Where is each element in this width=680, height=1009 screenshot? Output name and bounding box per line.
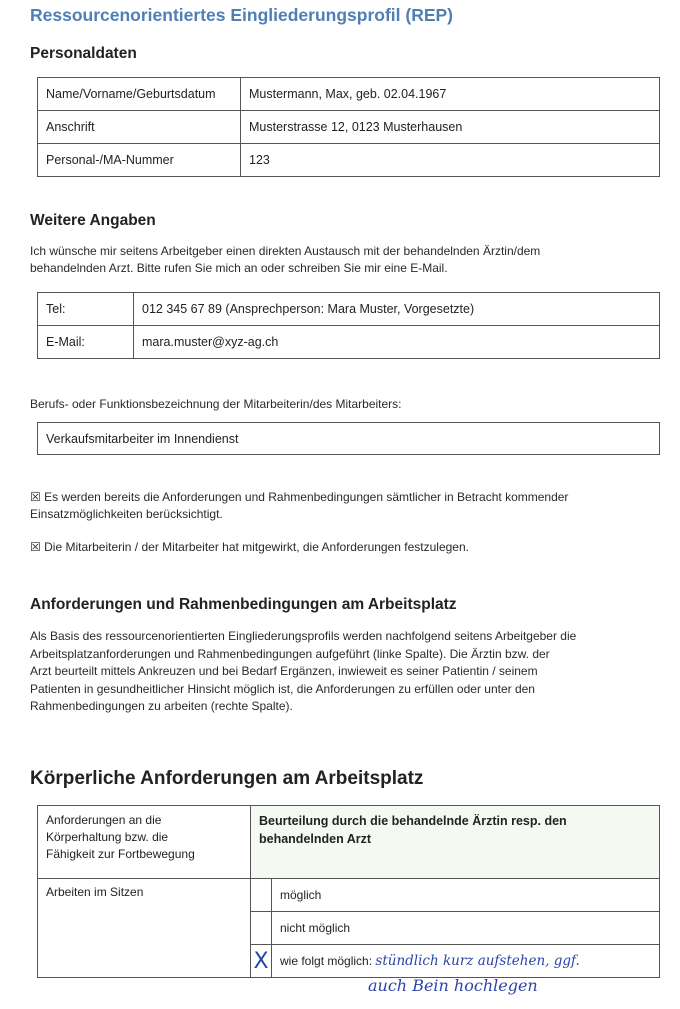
table-row (38, 423, 660, 455)
tel-label: Tel: (38, 293, 134, 326)
beruf-table (37, 422, 660, 455)
personal-name-label: Name/Vorname/Geburtsdatum (38, 78, 241, 111)
option-label-possible: möglich (272, 879, 660, 912)
table-row (38, 293, 660, 326)
table-row (38, 111, 660, 144)
checkbox-item-2 (30, 539, 675, 556)
email-value: mara.muster@xyz-ag.ch (134, 326, 660, 359)
koerper-col2-line: behandelnden Arzt (259, 832, 372, 846)
koerper-col1-header (38, 806, 251, 879)
koerper-col1-line: Fähigkeit zur Fortbewegung (46, 847, 195, 861)
row-label-sitzen: Arbeiten im Sitzen (38, 879, 251, 978)
personal-number-value: 123 (241, 144, 660, 177)
checkbox-2-text: Die Mitarbeiterin / der Mitarbeiter hat mitgewirkt, die Anforderungen festzulegen. (44, 540, 469, 554)
koerper-col2-line: Beurteilung durch die behandelnde Ärztin resp. den (259, 814, 567, 828)
anforderungen-line: Rahmenbedingungen zu arbeiten (rechte Spalte). (30, 699, 293, 713)
personal-name-value: Mustermann, Max, geb. 02.04.1967 (241, 78, 660, 111)
checkbox-item-1 (30, 489, 675, 523)
personal-address-label: Anschrift (38, 111, 241, 144)
handwritten-note-line2: auch Bein hochlegen (368, 976, 538, 995)
table-row (38, 326, 660, 359)
table-row (38, 879, 660, 912)
handwritten-note-line1: stündlich kurz aufstehen, ggf. (375, 953, 580, 969)
koerper-heading: Körperliche Anforderungen am Arbeitsplatz (30, 768, 424, 789)
beruf-label: Berufs- oder Funktionsbezeichnung der Mitarbeiterin/des Mitarbeiters: (30, 397, 402, 411)
koerper-col1-line: Körperhaltung bzw. die (46, 830, 169, 844)
contact-table (37, 292, 660, 359)
anforderungen-line: Arzt beurteilt mittels Ankreuzen und bei Bedarf Ergänzen, inwieweit es seiner Patientin / seinem (30, 664, 538, 678)
personal-number-label: Personal-/MA-Nummer (38, 144, 241, 177)
koerper-table (37, 805, 660, 978)
checkbox-1-line2: Einsatzmöglichkeiten berücksichtigt. (30, 507, 223, 521)
option-checkbox-possible[interactable] (251, 879, 272, 912)
checked-box-icon: ☒ (30, 490, 41, 504)
option-label-text: wie folgt möglich: (280, 954, 373, 968)
table-row (38, 806, 660, 879)
personal-address-value: Musterstrasse 12, 0123 Musterhausen (241, 111, 660, 144)
personal-table (37, 77, 660, 177)
checked-box-icon: ☒ (30, 540, 41, 554)
beruf-value: Verkaufsmitarbeiter im Innendienst (38, 423, 660, 455)
option-checkbox-not-possible[interactable] (251, 912, 272, 945)
anforderungen-text (30, 628, 675, 716)
weitere-intro-line2: behandelnden Arzt. Bitte rufen Sie mich an oder schreiben Sie mir eine E-Mail. (30, 261, 448, 275)
option-label-as-follows (272, 945, 660, 978)
email-label: E-Mail: (38, 326, 134, 359)
personal-heading: Personaldaten (30, 45, 137, 62)
weitere-intro (30, 243, 670, 277)
anforderungen-heading: Anforderungen und Rahmenbedingungen am Arbeitsplatz (30, 596, 457, 613)
checkbox-1-line1: Es werden bereits die Anforderungen und Rahmenbedingungen sämtlicher in Betracht kommender (44, 490, 569, 504)
weitere-intro-line1: Ich wünsche mir seitens Arbeitgeber einen direkten Austausch mit der behandelnden Ärztin/dem (30, 244, 541, 258)
page-title: Ressourcenorientiertes Eingliederungsprofil (REP) (30, 5, 453, 25)
koerper-col2-header (251, 806, 660, 879)
option-label-not-possible: nicht möglich (272, 912, 660, 945)
anforderungen-line: Arbeitsplatzanforderungen und Rahmenbedingungen aufgeführt (linke Spalte). Die Ärztin bzw. der (30, 646, 550, 661)
tel-value: 012 345 67 89 (Ansprechperson: Mara Muster, Vorgesetzte) (134, 293, 660, 326)
anforderungen-line: Patienten in gesundheitlicher Hinsicht möglich ist, die Anforderungen zu erfüllen oder unter den (30, 681, 535, 696)
weitere-heading: Weitere Angaben (30, 212, 156, 229)
anforderungen-line: Als Basis des ressourcenorientierten Eingliederungsprofils werden nachfolgend seitens Arbeitgeber die (30, 629, 577, 643)
handwritten-x-mark: X (253, 948, 269, 974)
koerper-col1-line: Anforderungen an die (46, 813, 162, 827)
table-row (38, 144, 660, 177)
table-row (38, 78, 660, 111)
option-checkbox-as-follows[interactable] (251, 945, 272, 978)
